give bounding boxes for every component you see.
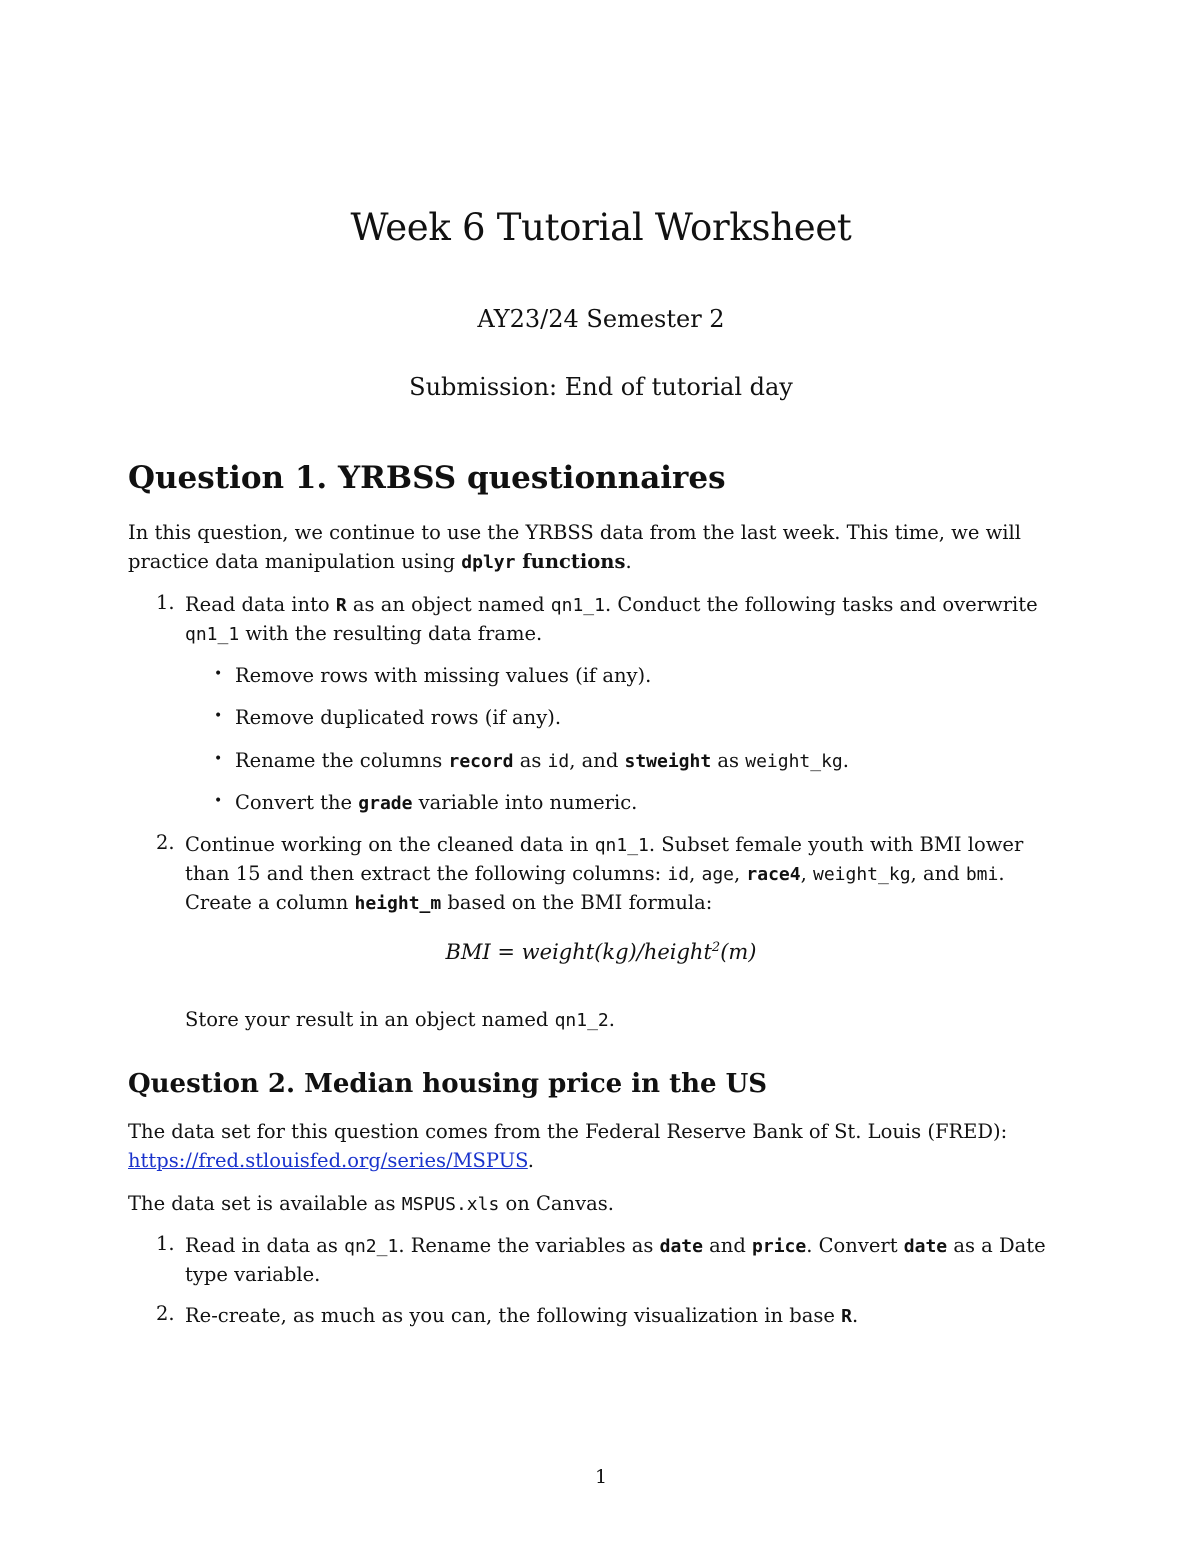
q2-availability-line: The data set is available as MSPUS.xls on Canvas. [128, 1192, 614, 1215]
q2-item-1-line-1: Read in data as qn2_1. Rename the variables as date and price. Convert date as a Date [185, 1234, 1046, 1257]
submission-line: Submission: End of tutorial day [409, 373, 793, 401]
document-page [128, 0, 1074, 1553]
bullet-icon: • [214, 751, 223, 767]
page-number: 1 [594, 1466, 608, 1488]
q2-item-2-number: 2. [156, 1302, 175, 1325]
q2-link-line: https://fred.stlouisfed.org/series/MSPUS. [128, 1149, 534, 1172]
q2-item-2-line-1: Re-create, as much as you can, the following visualization in base R. [185, 1304, 859, 1327]
q1-bullet-3: Rename the columns record as id, and stweight as weight_kg. [235, 749, 849, 772]
q1-intro-line-2: practice data manipulation using dplyr functions. [128, 550, 632, 573]
fred-link[interactable]: https://fred.stlouisfed.org/series/MSPUS [128, 1149, 528, 1172]
q1-item-1-line-2: qn1_1 with the resulting data frame. [185, 622, 543, 645]
q1-item-2-line-1: Continue working on the cleaned data in qn1_1. Subset female youth with BMI lower [185, 833, 1024, 856]
bmi-formula: BMI = weight(kg)/height$^2$(m) [445, 940, 757, 964]
q1-bullet-4: Convert the grade variable into numeric. [235, 791, 638, 814]
q1-item-2-number: 2. [156, 831, 175, 854]
q2-item-1-number: 1. [156, 1232, 175, 1255]
q2-source-line: The data set for this question comes from the Federal Reserve Bank of St. Louis (FRED): [128, 1120, 1008, 1143]
q1-item-1-number: 1. [156, 591, 175, 614]
q1-item-1-line-1: Read data into R as an object named qn1_1. Conduct the following tasks and overwrite [185, 593, 1038, 616]
bullet-icon: • [214, 793, 223, 809]
bullet-icon: • [214, 666, 223, 682]
q1-item-2-line-3: Create a column height_m based on the BMI formula: [185, 891, 713, 914]
q1-intro-line-1: In this question, we continue to use the YRBSS data from the last week. This time, we will [128, 521, 1022, 544]
semester-line: AY23/24 Semester 2 [477, 305, 725, 333]
q1-item-2-store-line: Store your result in an object named qn1_2. [185, 1008, 615, 1031]
question-2-heading: Question 2. Median housing price in the US [128, 1069, 768, 1099]
q2-item-1-line-2: type variable. [185, 1263, 321, 1286]
document-title: Week 6 Tutorial Worksheet [350, 206, 852, 249]
q1-bullet-1: Remove rows with missing values (if any). [235, 664, 652, 687]
q1-bullet-2: Remove duplicated rows (if any). [235, 706, 562, 729]
q1-item-2-line-2: than 15 and then extract the following columns: id, age, race4, weight_kg, and bmi. [185, 862, 1005, 885]
question-1-heading: Question 1. YRBSS questionnaires [128, 460, 726, 496]
bullet-icon: • [214, 708, 223, 724]
